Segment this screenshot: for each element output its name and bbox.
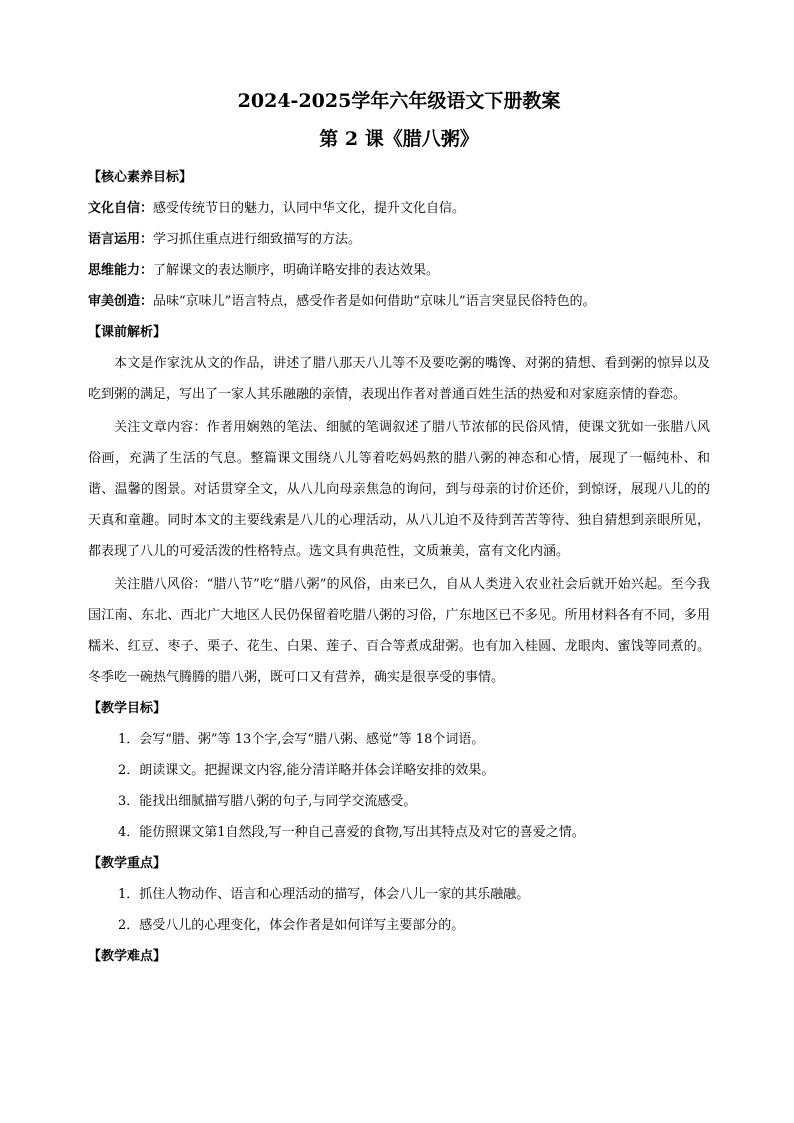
key-points-heading: 【教学重点】	[88, 856, 167, 871]
core-goal-language: 语言运用：学习抓住重点进行细致描写的方法。	[88, 232, 362, 247]
lesson-title: 第 2 课《腊八粥》	[319, 128, 479, 150]
teaching-goal-item: 2．朗读课文。把握课文内容,能分清详略并体会详略安排的效果。	[118, 763, 495, 778]
core-goals-heading: 【核心素养目标】	[88, 170, 193, 185]
core-goal-aesthetic: 审美创造：品味“京味儿”语言特点，感受作者是如何借助“京味儿”语言突显民俗特色的。	[88, 294, 596, 309]
teaching-goal-item: 4．能仿照课文第1自然段,写一种自己喜爱的食物,写出其特点及对它的喜爱之情。	[118, 825, 585, 840]
analysis-paragraph: 本文是作家沈从文的作品，讲述了腊八那天八儿等不及要吃粥的嘴馋、对粥的猜想、看到粥的惊异以及吃到粥的满足，写出了一家人其乐融融的亲情，表现出作者对普通百姓生活的热爱和对家庭亲情的眷恋。	[88, 356, 710, 402]
core-goal-thinking: 思维能力：了解课文的表达顺序，明确详略安排的表达效果。	[88, 263, 440, 278]
analysis-paragraph: 关注腊八风俗：“腊八节”吃“腊八粥”的风俗，由来已久，自从人类进入农业社会后就开始兴起。至今我国江南、东北、西北广大地区人民仍保留着吃腊八粥的习俗，广东地区已不多见。所用材料各有不同，多用糯米、红豆、枣子、栗子、花生、白果、莲子、百合等煮成甜粥。也有加入桂圆、龙眼肉、蜜饯等同煮的。冬季吃一碗热气腾腾的腊八粥，既可口又有营养，确实是很享受的事情。	[88, 577, 710, 685]
analysis-paragraph: 关注文章内容：作者用娴熟的笔法、细腻的笔调叙述了腊八节浓郁的民俗风情，使课文犹如一张腊八风俗画，充满了生活的气息。整篇课文围绕八儿等着吃妈妈熬的腊八粥的神态和心情，展现了一幅纯朴、和谐、温馨的图景。对话贯穿全文，从八儿向母亲焦急的询问，到与母亲的讨价还价，到惊讶，展现八儿的的天真和童趣。同时本文的主要线索是八儿的心理活动，从八儿迫不及待到苦苦等待、独自猜想到亲眼所见，都表现了八儿的可爱活泼的性格特点。选文具有典范性，文质兼美，富有文化内涵。	[88, 420, 710, 559]
teaching-goal-item: 3．能找出细腻描写腊八粥的句子,与同学交流感受。	[118, 794, 417, 809]
teaching-goals-heading: 【教学目标】	[88, 701, 167, 716]
teaching-goal-item: 1．会写“腊、粥”等 13个字,会写“腊八粥、感觉”等 18个词语。	[118, 732, 485, 747]
pre-analysis-heading: 【课前解析】	[88, 325, 167, 340]
key-point-item: 1．抓住人物动作、语言和心理活动的描写，体会八儿一家的其乐融融。	[118, 887, 530, 902]
lesson-plan-page	[88, 88, 710, 972]
key-point-item: 2．感受八儿的心理变化，体会作者是如何详写主要部分的。	[118, 918, 465, 933]
core-goal-culture: 文化自信：感受传统节日的魅力，认同中华文化，提升文化自信。	[88, 201, 466, 216]
difficulties-heading: 【教学难点】	[88, 949, 167, 964]
document-title: 2024-2025学年六年级语文下册教案	[237, 90, 561, 112]
